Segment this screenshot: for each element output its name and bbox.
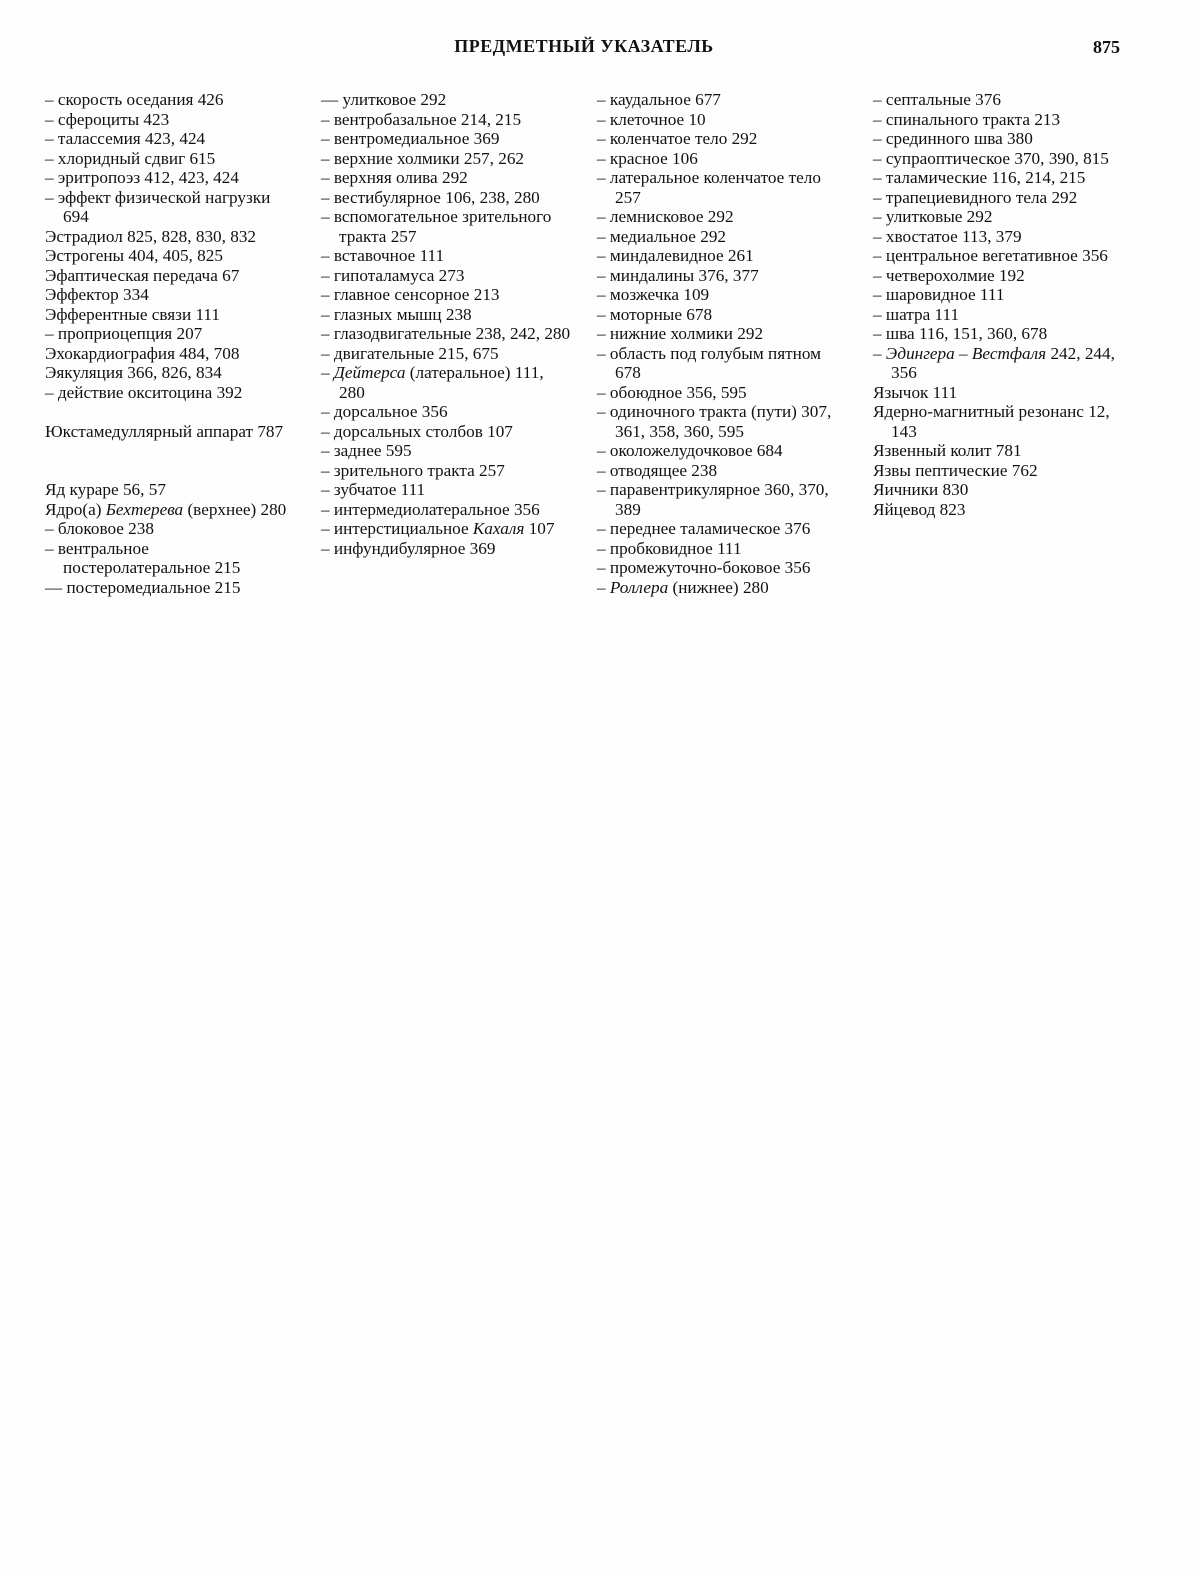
- entry-text: –– улитковое 292: [321, 90, 447, 109]
- index-entry: [321, 90, 571, 110]
- index-entry: [45, 227, 295, 247]
- index-entry: [45, 188, 295, 227]
- index-entry: [873, 344, 1123, 383]
- entry-text: – эритропоэз 412, 423, 424: [45, 168, 239, 187]
- entry-text: – моторные 678: [597, 304, 713, 324]
- entry-text: – спинального тракта 213: [873, 109, 1061, 129]
- entry-text: Ядерно-магнитный резонанс 12, 143: [873, 402, 1114, 441]
- index-entry: [45, 383, 295, 403]
- entry-spacer: [45, 441, 295, 480]
- index-entry: [597, 207, 847, 227]
- index-entry: [873, 461, 1123, 481]
- index-column-2: [321, 90, 571, 558]
- entry-text: – шаровидное 111: [873, 285, 1005, 304]
- entry-text: Яйцевод 823: [873, 499, 966, 519]
- index-entry: [321, 188, 571, 208]
- index-entry: [597, 110, 847, 130]
- index-entry: [873, 305, 1123, 325]
- index-entry: [321, 422, 571, 442]
- entry-text: – лемнисковое 292: [597, 207, 734, 226]
- entry-text: –: [321, 363, 334, 382]
- entry-text: – промежуточно-боковое 356: [597, 558, 811, 577]
- entry-text: – вставочное 111: [321, 246, 445, 265]
- entry-text: – вентромедиальное 369: [321, 129, 500, 148]
- index-entry: [873, 207, 1123, 227]
- entry-text: – гипоталамуса 273: [321, 265, 465, 285]
- index-entry: [597, 324, 847, 344]
- entry-text: – переднее таламическое 376: [597, 519, 811, 538]
- entry-text: – интермедиолатеральное 356: [321, 499, 540, 519]
- index-column-4: [873, 90, 1123, 519]
- entry-text: – септальные 376: [873, 90, 1001, 109]
- index-entry: [597, 383, 847, 403]
- index-entry: [321, 500, 571, 520]
- entry-text: – интерстициальное: [321, 519, 473, 538]
- index-entry: [45, 519, 295, 539]
- index-entry: [321, 285, 571, 305]
- entry-text-after: 107: [524, 519, 555, 538]
- index-entry: [321, 246, 571, 266]
- index-entry: [597, 461, 847, 481]
- index-entry: [597, 168, 847, 207]
- entry-text: –– постеромедиальное 215: [45, 577, 241, 597]
- entry-text: – улитковые 292: [873, 207, 993, 226]
- index-entry: [597, 519, 847, 539]
- index-entry: [597, 344, 847, 383]
- index-entry: [597, 129, 847, 149]
- entry-text: – блоковое 238: [45, 519, 154, 538]
- entry-italic-name: Роллера: [609, 577, 669, 597]
- index-entry: [873, 441, 1123, 461]
- index-entry: [321, 129, 571, 149]
- entry-text: – трапециевидного тела 292: [873, 187, 1078, 207]
- index-entry: [597, 246, 847, 266]
- entry-text: – супраоптическое 370, 390, 815: [873, 148, 1109, 168]
- entry-text: – верхняя олива 292: [321, 168, 468, 187]
- entry-text: – главное сенсорное 213: [321, 285, 500, 304]
- index-entry: [873, 149, 1123, 169]
- entry-text: – глазных мышц 238: [321, 304, 472, 324]
- entry-text: – шва 116, 151, 360, 678: [873, 324, 1048, 343]
- entry-text: Яд кураре 56, 57: [45, 480, 166, 499]
- index-entry: [45, 266, 295, 286]
- entry-text: Юкстамедуллярный аппарат 787: [45, 421, 284, 441]
- entry-text: – вспомогательное зрительного тракта 257: [321, 207, 556, 246]
- index-entry: [873, 383, 1123, 403]
- entry-text: – скорость оседания 426: [45, 90, 224, 109]
- index-entry: [45, 578, 295, 598]
- index-entry: [873, 480, 1123, 500]
- entry-text: – мозжечка 109: [597, 285, 710, 304]
- index-entry: [45, 539, 295, 578]
- entry-text-after: (верхнее) 280: [183, 499, 287, 519]
- entry-text: –: [873, 343, 886, 363]
- entry-text: – срединного шва 380: [873, 129, 1033, 148]
- entry-text: – область под голубым пятном 678: [597, 343, 826, 382]
- index-entry: [873, 285, 1123, 305]
- entry-text: – центральное вегетативное 356: [873, 246, 1108, 265]
- entry-text: Язычок 111: [873, 382, 958, 402]
- index-entry: [321, 110, 571, 130]
- index-entry: [873, 266, 1123, 286]
- index-entry: [873, 402, 1123, 441]
- index-entry: [597, 539, 847, 559]
- entry-text: – каудальное 677: [597, 90, 721, 109]
- index-entry: [45, 129, 295, 149]
- index-entry: [873, 110, 1123, 130]
- index-entry: [597, 558, 847, 578]
- index-entry: [45, 305, 295, 325]
- index-entry: [45, 480, 295, 500]
- entry-text: – верхние холмики 257, 262: [321, 148, 525, 168]
- entry-italic-name: Дейтерса: [333, 363, 406, 382]
- entry-text: – нижние холмики 292: [597, 324, 764, 343]
- entry-text-after: (нижнее) 280: [668, 577, 769, 597]
- entry-text: – обоюдное 356, 595: [597, 382, 747, 402]
- index-entry: [597, 227, 847, 247]
- index-entry: [597, 90, 847, 110]
- index-entry: [45, 324, 295, 344]
- index-entry: [597, 480, 847, 519]
- index-entry: [873, 227, 1123, 247]
- entry-text: Эхокардиография 484, 708: [45, 343, 240, 363]
- entry-text-after: (латеральное) 111, 280: [339, 363, 548, 402]
- entry-text: Эстрадиол 825, 828, 830, 832: [45, 226, 257, 246]
- entry-text: – вестибулярное 106, 238, 280: [321, 187, 540, 207]
- entry-text: Эффектор 334: [45, 285, 149, 304]
- entry-text: – латеральное коленчатое тело 257: [597, 168, 826, 207]
- index-entry: [45, 149, 295, 169]
- entry-text: – одиночного тракта (пути) 307, 361, 358, 360, 595: [597, 402, 836, 441]
- index-entry: [45, 344, 295, 364]
- index-entry: [321, 519, 571, 539]
- index-entry: [321, 539, 571, 559]
- index-entry: [597, 285, 847, 305]
- index-entry: [321, 207, 571, 246]
- entry-italic-name: Кахаля: [472, 519, 525, 538]
- page-title: ПРЕДМЕТНЫЙ УКАЗАТЕЛЬ: [454, 36, 714, 56]
- entry-text: – вентробазальное 214, 215: [321, 109, 522, 129]
- entry-text: – действие окситоцина 392: [45, 382, 243, 402]
- index-entry: [45, 110, 295, 130]
- index-entry: [321, 266, 571, 286]
- index-entry: [873, 90, 1123, 110]
- entry-text: – инфундибулярное 369: [321, 538, 496, 558]
- index-entry: [597, 441, 847, 461]
- entry-text: – двигательные 215, 675: [321, 343, 499, 363]
- entry-text: –: [597, 577, 610, 597]
- entry-italic-name: Эдингера – Вестфаля: [885, 343, 1047, 363]
- entry-text: – шатра 111: [873, 304, 960, 324]
- entry-text: Эстрогены 404, 405, 825: [45, 246, 223, 265]
- entry-text: Эфаптическая передача 67: [45, 265, 240, 285]
- entry-text: – сфероциты 423: [45, 109, 170, 129]
- index-entry: [45, 285, 295, 305]
- index-column-1: [45, 90, 295, 597]
- entry-italic-name: Бехтерева: [105, 499, 184, 519]
- entry-text: Язвы пептические 762: [873, 460, 1038, 480]
- entry-text: – вентральное постеролатеральное 215: [45, 538, 241, 577]
- entry-text: – зрительного тракта 257: [321, 460, 505, 480]
- index-entry: [321, 168, 571, 188]
- entry-text: – миндалины 376, 377: [597, 265, 759, 285]
- index-entry: [597, 266, 847, 286]
- entry-text: – четверохолмие 192: [873, 265, 1025, 285]
- index-entry: [321, 344, 571, 364]
- entry-text: – дорсальное 356: [321, 402, 448, 421]
- index-entry: [321, 461, 571, 481]
- index-entry: [321, 149, 571, 169]
- entry-text: – паравентрикулярное 360, 370, 389: [597, 480, 833, 519]
- entry-text: – пробковидное 111: [597, 538, 742, 558]
- entry-text: – коленчатое тело 292: [597, 129, 758, 148]
- entry-text: – зубчатое 111: [321, 480, 426, 499]
- index-entry: [597, 402, 847, 441]
- entry-text: Эфферентные связи 111: [45, 304, 220, 324]
- index-entry: [597, 578, 847, 598]
- index-entry: [873, 324, 1123, 344]
- index-entry: [873, 129, 1123, 149]
- index-entry: [45, 363, 295, 383]
- index-entry: [597, 149, 847, 169]
- entry-text: – эффект физической нагрузки 694: [45, 187, 275, 226]
- entry-text: Эякуляция 366, 826, 834: [45, 363, 222, 382]
- entry-text: – медиальное 292: [597, 226, 727, 246]
- entry-text: – хвостатое 113, 379: [873, 226, 1022, 246]
- index-entry: [45, 246, 295, 266]
- index-entry: [45, 500, 295, 520]
- index-entry: [45, 422, 295, 442]
- index-entry: [873, 246, 1123, 266]
- index-entry: [597, 305, 847, 325]
- entry-text: – миндалевидное 261: [597, 246, 754, 265]
- index-entry: [321, 402, 571, 422]
- index-entry: [873, 168, 1123, 188]
- index-entry: [45, 90, 295, 110]
- index-entry: [873, 500, 1123, 520]
- entry-text-after: 242, 244, 356: [891, 343, 1120, 382]
- entry-text: – дорсальных столбов 107: [321, 421, 513, 441]
- index-entry: [45, 168, 295, 188]
- entry-text: – клеточное 10: [597, 109, 706, 129]
- index-entry: [321, 441, 571, 461]
- entry-text: – красное 106: [597, 148, 698, 168]
- entry-text: – талассемия 423, 424: [45, 129, 206, 148]
- entry-text: – таламические 116, 214, 215: [873, 168, 1086, 187]
- entry-text: – хлоридный сдвиг 615: [45, 148, 216, 168]
- entry-text: Яичники 830: [873, 480, 969, 499]
- index-entry: [873, 188, 1123, 208]
- entry-text: – заднее 595: [321, 441, 412, 460]
- index-column-3: [597, 90, 847, 597]
- entry-text: – проприоцепция 207: [45, 324, 203, 343]
- index-entry: [321, 324, 571, 344]
- entry-text: Ядро(а): [45, 499, 106, 519]
- index-entry: [321, 363, 571, 402]
- entry-text: – глазодвигательные 238, 242, 280: [321, 324, 571, 343]
- entry-spacer: [45, 402, 295, 422]
- entry-text: – околожелудочковое 684: [597, 441, 783, 460]
- page-number: 875: [1093, 37, 1120, 57]
- entry-text: Язвенный колит 781: [873, 441, 1022, 460]
- index-entry: [321, 305, 571, 325]
- entry-text: – отводящее 238: [597, 460, 718, 480]
- index-entry: [321, 480, 571, 500]
